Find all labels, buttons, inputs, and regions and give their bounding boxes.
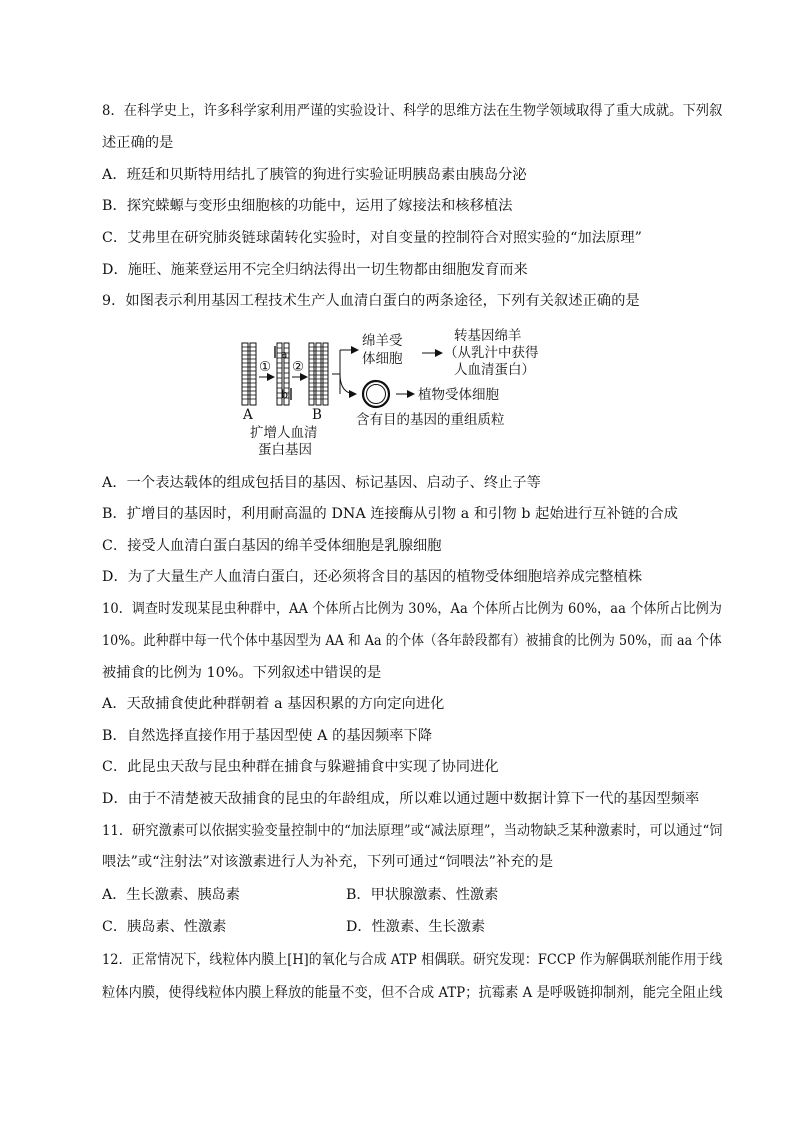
q9-option-d: D．为了大量生产人血清白蛋白，还必须将含目的基因的植物受体细胞培养成完整植株 — [102, 569, 643, 585]
q12-stem-line2: 粒体内膜，使得线粒体内膜上释放的能量不变，但不合成 ATP；抗霉素 A 是呼吸链抑制剂，能完全阻止线 — [102, 985, 723, 1001]
q10-stem-line3: 被捕食的比例为 10%。下列叙述中错误的是 — [102, 665, 382, 681]
q12-stem-line1: 12．正常情况下，线粒体内膜上[H]的氧化与合成 ATP 相偶联。研究发现：FCCP 作为解偶联剂能作用于线 — [102, 952, 723, 968]
q8-stem-line2: 述正确的是 — [102, 135, 174, 151]
q8-option-d: D．施旺、施莱登运用不完全归纳法得出一切生物都由细胞发育而来 — [102, 262, 528, 278]
q10-option-a: A．天敌捕食使此种群朝着 a 基因积累的方向定向进化 — [102, 696, 445, 712]
plant-cell-label: 植物受体细胞 — [418, 387, 499, 403]
q10-stem-line2: 10%。此种群中每一代个体中基因型为 AA 和 Aa 的个体（各年龄段都有）被捕食的比例为 50%，而 aa 个体 — [102, 633, 722, 649]
q11-stem-line2: 喂法”或“注射法”对该激素进行人为补充，下列可通过“饲喂法”补充的是 — [102, 854, 554, 870]
q10-stem-line1: 10．调查时发现某昆虫种群中，AA 个体所占比例为 30%，Aa 个体所占比例为 60%，aa 个体所占比例为 — [102, 601, 722, 617]
q10-option-c: C．此昆虫天敌与昆虫种群在捕食与躲避捕食中实现了协同进化 — [102, 759, 499, 775]
q10-option-d: D．由于不清楚被天敌捕食的昆虫的年龄组成，所以难以通过题中数据计算下一代的基因型频率 — [102, 791, 700, 807]
step-2-label: ② — [292, 359, 305, 375]
plasmid-label: 含有目的基因的重组质粒 — [356, 412, 505, 428]
q10-option-b: B．自然选择直接作用于基因型使 A 的基因频率下降 — [102, 728, 433, 744]
sheep-result-line2: （从乳汁中获得 — [444, 345, 539, 361]
q9-stem: 9．如图表示利用基因工程技术生产人血清白蛋白的两条途径，下列有关叙述正确的是 — [102, 293, 640, 309]
sheep-cell-line2: 体细胞 — [362, 351, 403, 367]
q11-option-b: B．甲状腺激素、性激素 — [346, 887, 499, 903]
primer-a-label: a — [281, 348, 288, 361]
step-1-label: ① — [259, 359, 272, 375]
q8-option-a: A．班廷和贝斯特用结扎了胰管的狗进行实验证明胰岛素由胰岛分泌 — [102, 167, 527, 183]
gene-engineering-diagram — [232, 328, 562, 460]
label-b: B — [312, 407, 322, 423]
q11-option-d: D．性激素、生长激素 — [346, 919, 486, 935]
dna-b-icon — [309, 343, 328, 405]
q8-stem-line1: 8．在科学史上，许多科学家利用严谨的实验设计、科学的思维方法在生物学领域取得了重大成就。下列叙 — [102, 103, 723, 119]
sheep-cell-line1: 绵羊受 — [362, 333, 403, 349]
sheep-result-line1: 转基因绵羊 — [454, 328, 522, 344]
q9-option-b: B．扩增目的基因时，利用耐高温的 DNA 连接酶从引物 a 和引物 b 起始进行互补链的合成 — [102, 506, 679, 522]
diagram-svg — [232, 328, 562, 460]
gene-label-line2: 蛋白基因 — [258, 442, 312, 458]
gene-label-line1: 扩增人血清 — [250, 425, 318, 441]
plasmid-icon — [363, 381, 389, 407]
label-a: A — [243, 407, 253, 423]
primer-b-label: b — [281, 388, 289, 401]
dna-a-icon — [242, 343, 256, 405]
q8-option-b: B．探究蝾螈与变形虫细胞核的功能中，运用了嫁接法和核移植法 — [102, 198, 513, 214]
q8-option-c: C．艾弗里在研究肺炎链球菌转化实验时，对自变量的控制符合对照实验的“加法原理” — [102, 230, 643, 246]
q9-option-c: C．接受人血清白蛋白基因的绵羊受体细胞是乳腺细胞 — [102, 538, 442, 554]
q9-option-a: A．一个表达载体的组成包括目的基因、标记基因、启动子、终止子等 — [102, 475, 541, 491]
q11-option-a: A．生长激素、胰岛素 — [102, 887, 240, 903]
q11-stem-line1: 11．研究激素可以依据实验变量控制中的“加法原理”或“减法原理”，当动物缺乏某种激素时，可以通过“饲 — [102, 823, 723, 839]
q11-option-c: C．胰岛素、性激素 — [102, 919, 227, 935]
sheep-result-line3: 人血清蛋白） — [454, 362, 535, 378]
